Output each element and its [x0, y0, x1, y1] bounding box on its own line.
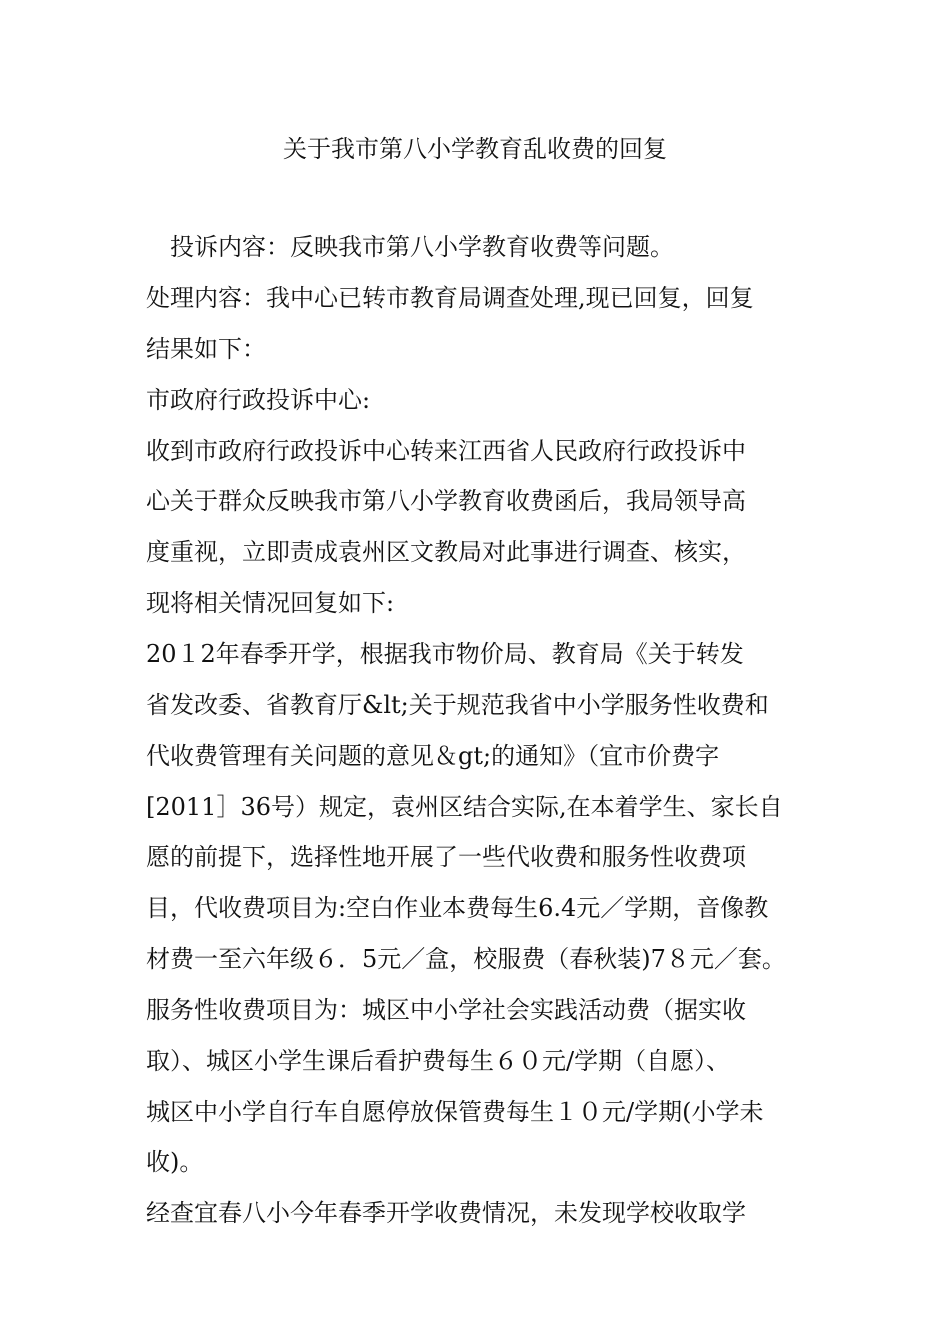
body-line: 愿的前提下，选择性地开展了一些代收费和服务性收费项 [146, 843, 746, 871]
body-line: [2011］36号）规定，袁州区结合实际,在本着学生、家长自 [146, 793, 783, 821]
body-line: 心关于群众反映我市第八小学教育收费函后，我局领导高 [146, 487, 746, 515]
body-line: 收)。 [146, 1148, 204, 1176]
document-title: 关于我市第八小学教育乱收费的回复 [283, 135, 667, 163]
body-line: 20１2年春季开学，根据我市物价局、教育局《关于转发 [146, 640, 744, 668]
body-line: 城区中小学自行车自愿停放保管费每生１０元/学期(小学未 [146, 1098, 764, 1126]
body-line: 取）、城区小学生课后看护费每生６０元/学期（自愿）、 [146, 1047, 731, 1075]
body-line: 服务性收费项目为：城区中小学社会实践活动费（据实收 [146, 996, 746, 1024]
body-line: 结果如下： [146, 335, 266, 363]
body-line: 代收费管理有关问题的意见＆gt;的通知》（宜市价费字 [146, 742, 720, 770]
body-line: 目，代收费项目为:空白作业本费每生6.4元／学期，音像教 [146, 894, 769, 922]
body-line: 处理内容：我中心已转市教育局调查处理,现已回复，回复 [146, 284, 754, 312]
body-line: 市政府行政投诉中心: [146, 386, 371, 414]
body-line: 现将相关情况回复如下: [146, 589, 395, 617]
body-line: 度重视，立即责成袁州区文教局对此事进行调查、核实， [146, 538, 746, 566]
body-line: 材费一至六年级６．5元／盒，校服费（春秋装)7８元／套。 [146, 945, 786, 973]
complaint-content-line: 投诉内容：反映我市第八小学教育收费等问题。 [170, 233, 674, 261]
body-line: 经查宜春八小今年春季开学收费情况，未发现学校收取学 [146, 1199, 746, 1227]
body-line: 收到市政府行政投诉中心转来江西省人民政府行政投诉中 [146, 437, 746, 465]
body-line: 省发改委、省教育厅&lt;关于规范我省中小学服务性收费和 [146, 691, 769, 719]
